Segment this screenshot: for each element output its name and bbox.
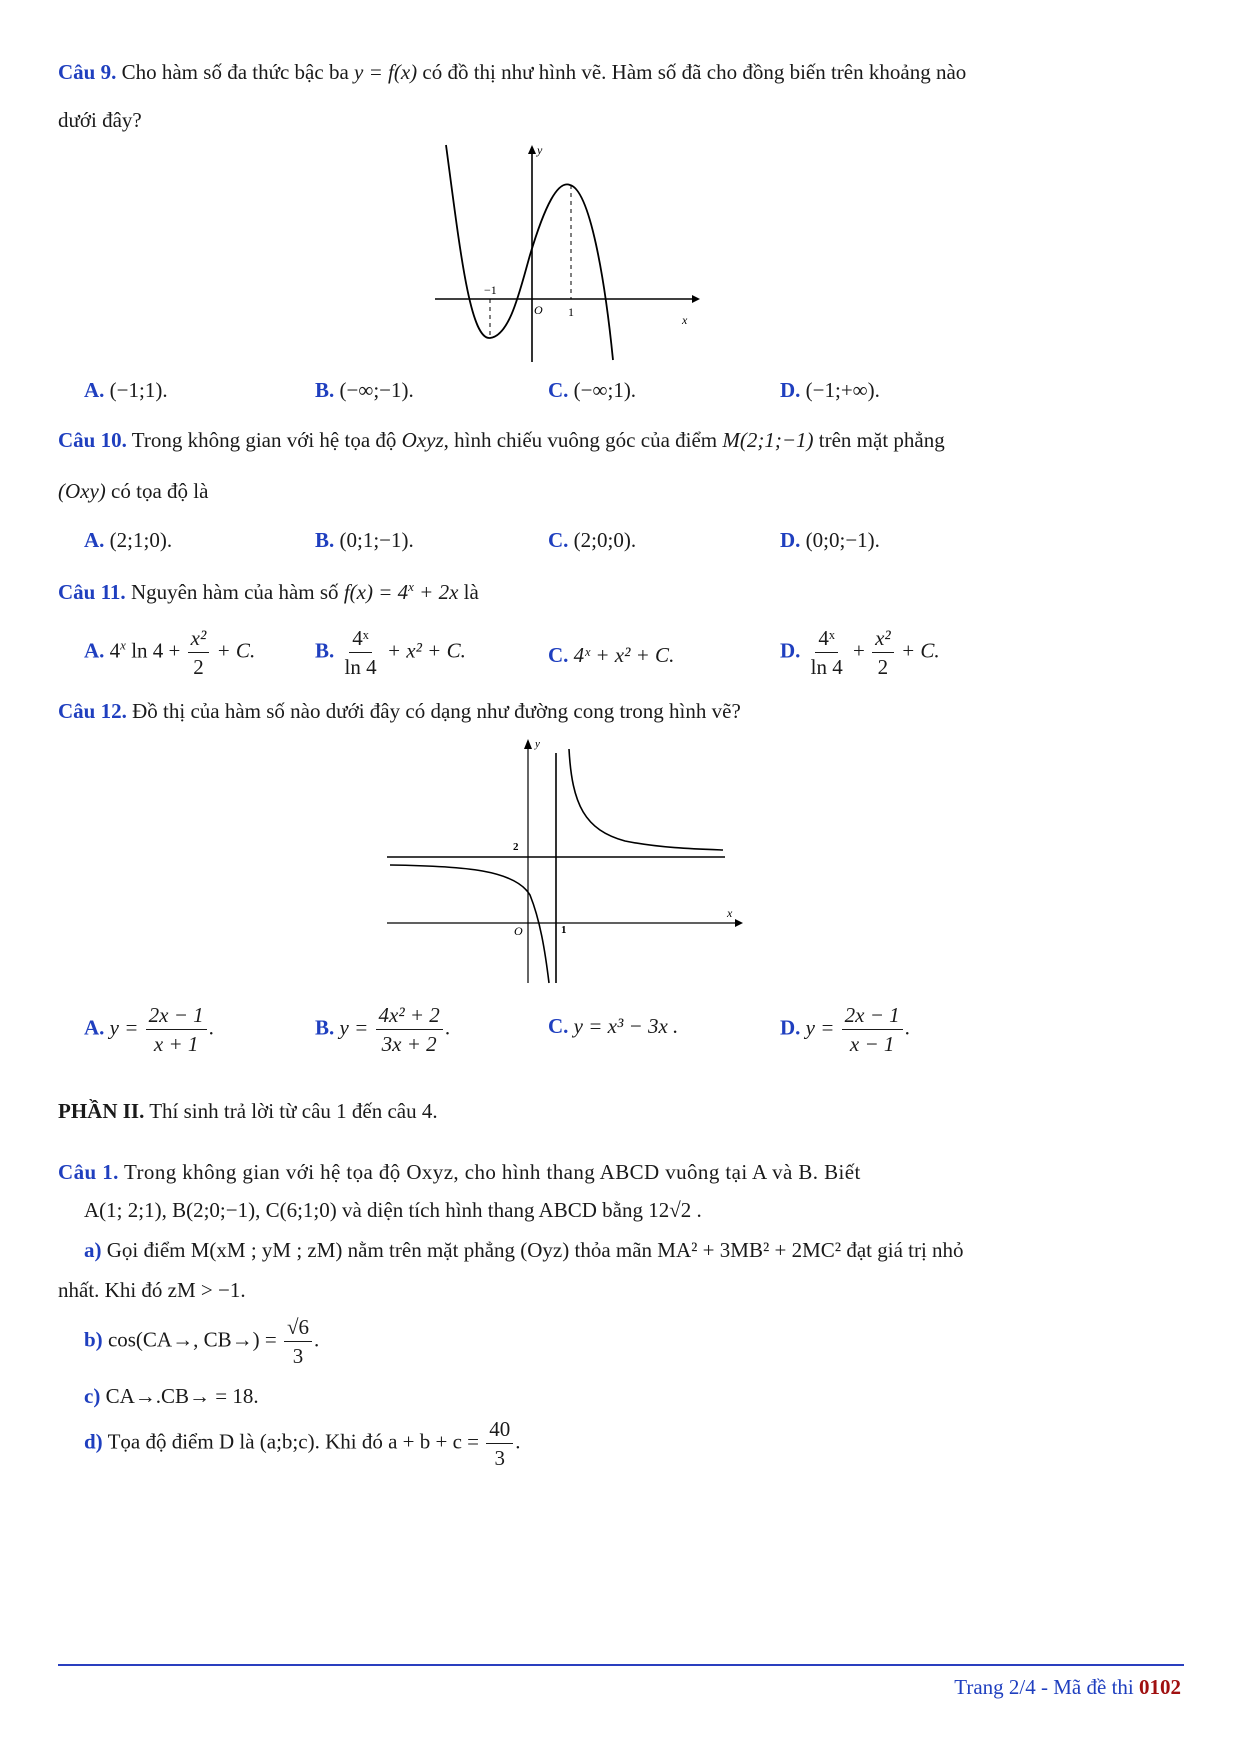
p2q1-d: d) Tọa độ điểm D là (a;b;c). Khi đó a + b + c = $\frac{40}{3}$ . bbox=[84, 1417, 521, 1471]
q11-option-d[interactable]: D. $\frac{\text{4ˣ}}{\ln 4}$ + $\frac{\text{x²}}{2}$ + C. bbox=[780, 626, 940, 680]
q12-option-b[interactable]: B. y = $\frac{\text{4x² + 2}}{3x + 2}$ . bbox=[315, 1003, 451, 1057]
q10-label: Câu 10. bbox=[58, 428, 127, 452]
svg-text:x: x bbox=[727, 906, 733, 920]
q12-label: Câu 12. bbox=[58, 699, 127, 723]
q10-option-b[interactable]: B. (0;1;−1). bbox=[315, 528, 414, 552]
svg-text:2: 2 bbox=[513, 841, 519, 853]
q9-text: Cho hàm số đa thức bậc ba bbox=[121, 60, 349, 84]
q12-option-d[interactable]: D. y = $\frac{2x - 1}{x - 1}$ . bbox=[780, 1003, 910, 1057]
q9-tick-neg1: −1 bbox=[484, 283, 497, 297]
q12-left-branch bbox=[390, 865, 549, 983]
svg-text:1: 1 bbox=[561, 924, 567, 936]
q10-option-a[interactable]: A. (2;1;0). bbox=[84, 528, 173, 552]
p2q1-line2: A(1; 2;1), B(2;0;−1), C(6;1;0) và diện tích hình thang ABCD bằng 12√2 . bbox=[84, 1198, 702, 1222]
p2q1-a-line1: a) Gọi điểm M(xM ; yM ; zM) nằm trên mặt phẳng (Oyz) thỏa mãn MA² + 3MB² + 2MC² đạt giá trị nhỏ bbox=[84, 1238, 964, 1262]
p2q1-c: c) CA→.CB→ = 18. bbox=[84, 1384, 259, 1408]
q11-line1: Câu 11. Nguyên hàm của hàm số $f(x) = 4^x + 2x$ là bbox=[58, 579, 479, 604]
q9-graph bbox=[430, 140, 700, 365]
q12-option-a[interactable]: A. y = $\frac{2x - 1}{x + 1}$ . bbox=[84, 1003, 214, 1057]
q9-option-d[interactable]: D. (−1;+∞). bbox=[780, 378, 880, 402]
q9-option-c[interactable]: C. (−∞;1). bbox=[548, 378, 637, 402]
q9-y-label: y bbox=[537, 143, 543, 157]
p2q1-b: b) cos(CA→, CB→) = $\frac{√6}{3}$ . bbox=[84, 1315, 320, 1369]
q9-origin-label: O bbox=[534, 303, 543, 317]
q11-label: Câu 11. bbox=[58, 580, 126, 604]
svg-text:O: O bbox=[514, 924, 523, 938]
q12-right-branch bbox=[569, 749, 723, 850]
part2-heading: PHẦN II. Thí sinh trả lời từ câu 1 đến câu 4. bbox=[58, 1099, 438, 1123]
q9-line1 bbox=[58, 60, 966, 85]
q10-option-c[interactable]: C. (2;0;0). bbox=[548, 528, 637, 552]
p2q1-line1: Câu 1. Trong không gian với hệ tọa độ Oxyz, cho hình thang ABCD vuông tại A và B. Biết bbox=[58, 1160, 861, 1184]
q9-tick-1: 1 bbox=[568, 305, 574, 319]
q12-option-c[interactable]: C. y = x³ − 3x . bbox=[548, 1014, 679, 1038]
q9-x-label: x bbox=[682, 313, 688, 327]
q9-text2: có đồ thị như hình vẽ. Hàm số đã cho đồng biến trên khoảng nào bbox=[422, 60, 967, 84]
q10-line2: (Oxy) có tọa độ là bbox=[58, 479, 209, 503]
svg-text:y: y bbox=[535, 738, 540, 750]
q9-cubic-curve bbox=[446, 145, 613, 360]
q12-line1: Câu 12. Đồ thị của hàm số nào dưới đây có dạng như đường cong trong hình vẽ? bbox=[58, 699, 741, 723]
q11-option-b[interactable]: B. $\frac{\text{4ˣ}}{\ln 4}$ + x² + C. bbox=[315, 626, 466, 680]
q9-expr: y = f(x) bbox=[354, 60, 418, 84]
q10-option-d[interactable]: D. (0;0;−1). bbox=[780, 528, 880, 552]
q9-line2: dưới đây? bbox=[58, 108, 142, 132]
q10-line1: Câu 10. Trong không gian với hệ tọa độ Oxyz, hình chiếu vuông góc của điểm M(2;1;−1) trên mặt phẳng bbox=[58, 428, 945, 452]
q9-option-a[interactable]: A. (−1;1). bbox=[84, 378, 168, 402]
q9-option-b[interactable]: B. (−∞;−1). bbox=[315, 378, 414, 402]
q9-label: Câu 9. bbox=[58, 60, 117, 84]
q11-option-a[interactable]: A. 4$^x$ ln 4 + $\frac{\text{x²}}{2}$ + C. bbox=[84, 626, 256, 680]
q11-option-c[interactable]: C. 4ˣ + x² + C. bbox=[548, 643, 675, 667]
p2q1-label: Câu 1. bbox=[58, 1160, 119, 1184]
footer: Trang 2/4 - Mã đề thi 0102 bbox=[954, 1675, 1181, 1699]
q12-graph bbox=[385, 735, 745, 985]
p2q1-a-line2: nhất. Khi đó zM > −1. bbox=[58, 1278, 246, 1302]
footer-rule bbox=[58, 1664, 1184, 1666]
